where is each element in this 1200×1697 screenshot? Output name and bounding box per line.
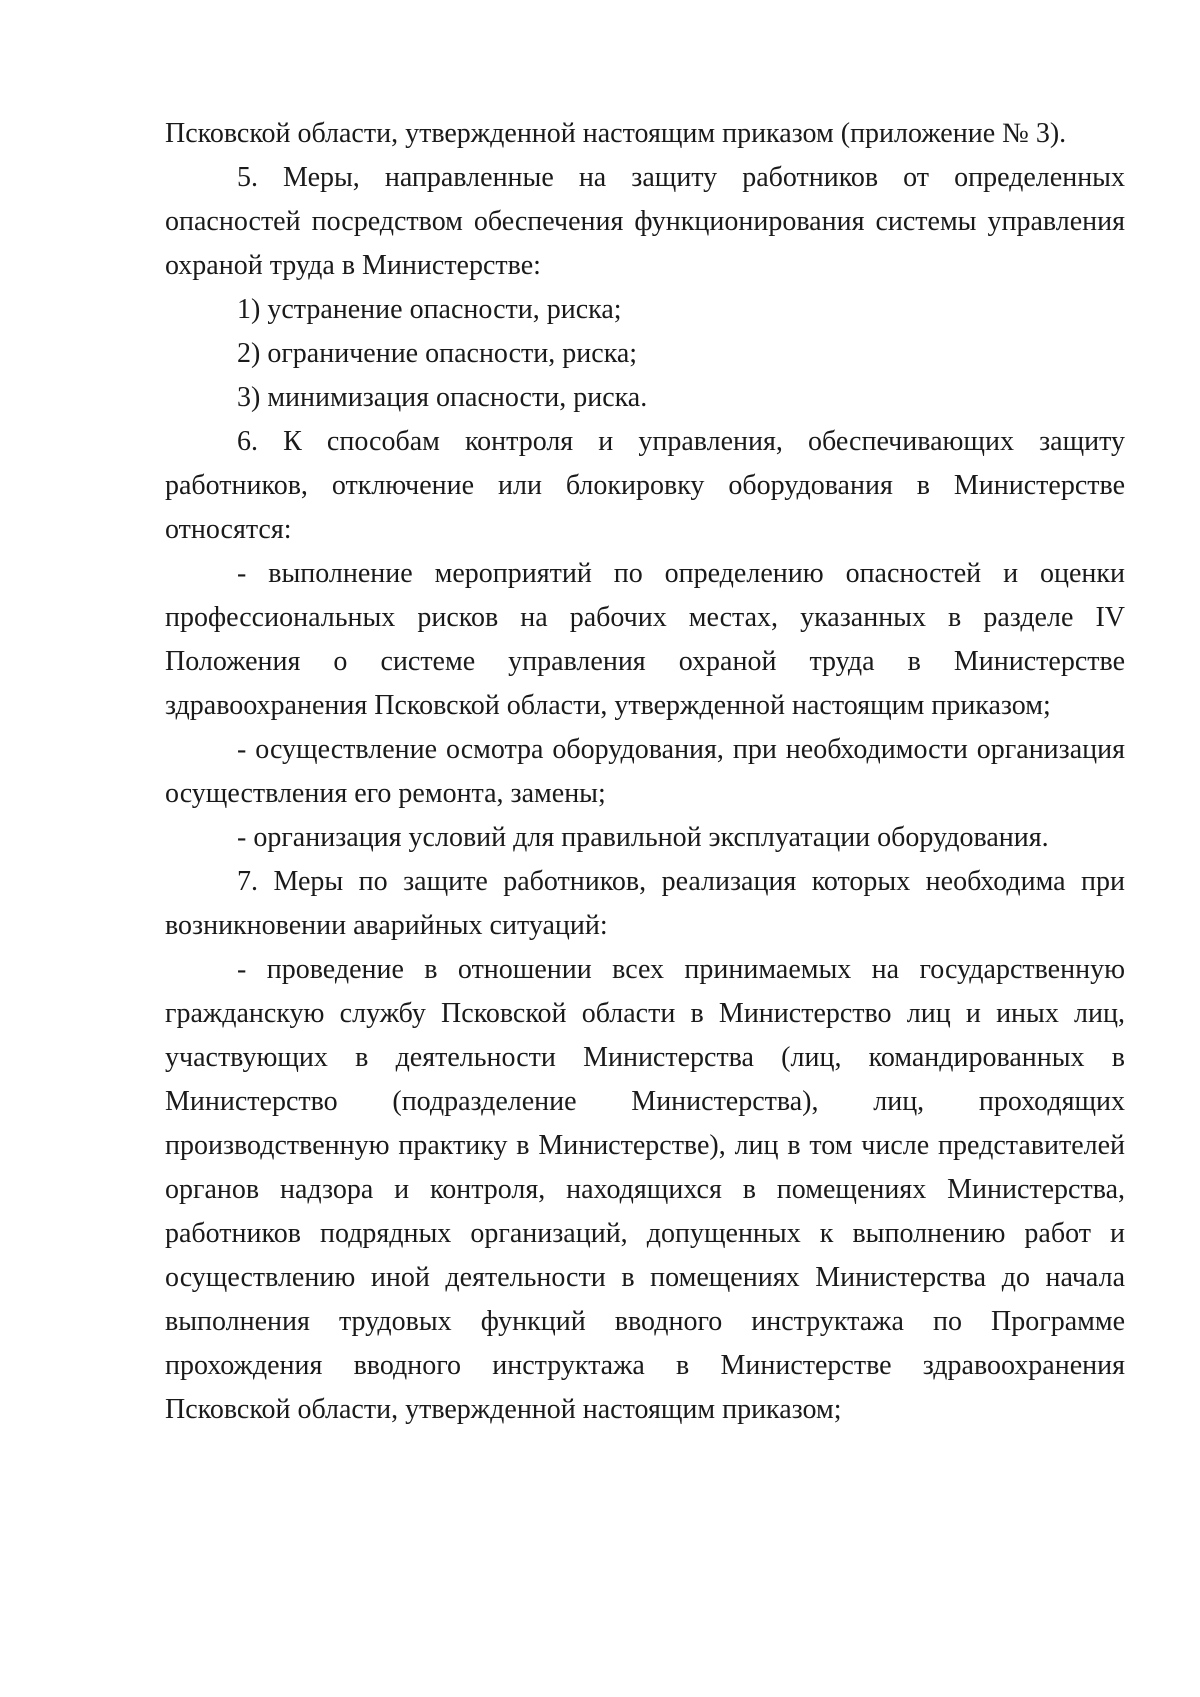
document-body [165, 112, 1125, 1432]
paragraph-continuation: Псковской области, утвержденной настоящим приказом (приложение № 3). [165, 118, 1067, 149]
paragraph-item-7: 7. Меры по защите работников, реализация которых необходима при возникновении аварийных ситуаций: [165, 866, 1125, 941]
paragraph-item-5-1: 1) устранение опасности, риска; [237, 294, 622, 325]
paragraph-item-5: 5. Меры, направленные на защиту работников от определенных опасностей посредством обеспечения функционирования системы управления охраной труда в Министерстве: [165, 162, 1125, 281]
paragraph-item-5-3: 3) минимизация опасности, риска. [237, 382, 648, 413]
paragraph-item-6-b: - осуществление осмотра оборудования, при необходимости организация осуществления его ремонта, замены; [165, 734, 1125, 809]
paragraph-item-6-a: - выполнение мероприятий по определению опасностей и оценки профессиональных рисков на рабочих местах, указанных в разделе IV Положения о системе управления охраной труда в Министерстве здравоохранения Псковской области, утвержденной настоящим приказом; [165, 558, 1125, 721]
paragraph-item-5-2: 2) ограничение опасности, риска; [237, 338, 638, 369]
paragraph-item-7-a: - проведение в отношении всех принимаемых на государственную гражданскую службу Псковской области в Министерство лиц и иных лиц, участвующих в деятельности Министерства (лиц, командированных в Министерство (подразделение Министерства), лиц, проходящих производственную практику в Министерстве), лиц в том числе представителей органов надзора и контроля, находящихся в помещениях Министерства, работников подрядных организаций, допущенных к выполнению работ и осуществлению иной деятельности в помещениях Министерства до начала выполнения трудовых функций вводного инструктажа по Программе прохождения вводного инструктажа в Министерстве здравоохранения Псковской области, утвержденной настоящим приказом; [165, 954, 1125, 1425]
paragraph-item-6-c: - организация условий для правильной эксплуатации оборудования. [237, 822, 1049, 853]
paragraph-item-6: 6. К способам контроля и управления, обеспечивающих защиту работников, отключение или блокировку оборудования в Министерстве относятся: [165, 426, 1125, 545]
